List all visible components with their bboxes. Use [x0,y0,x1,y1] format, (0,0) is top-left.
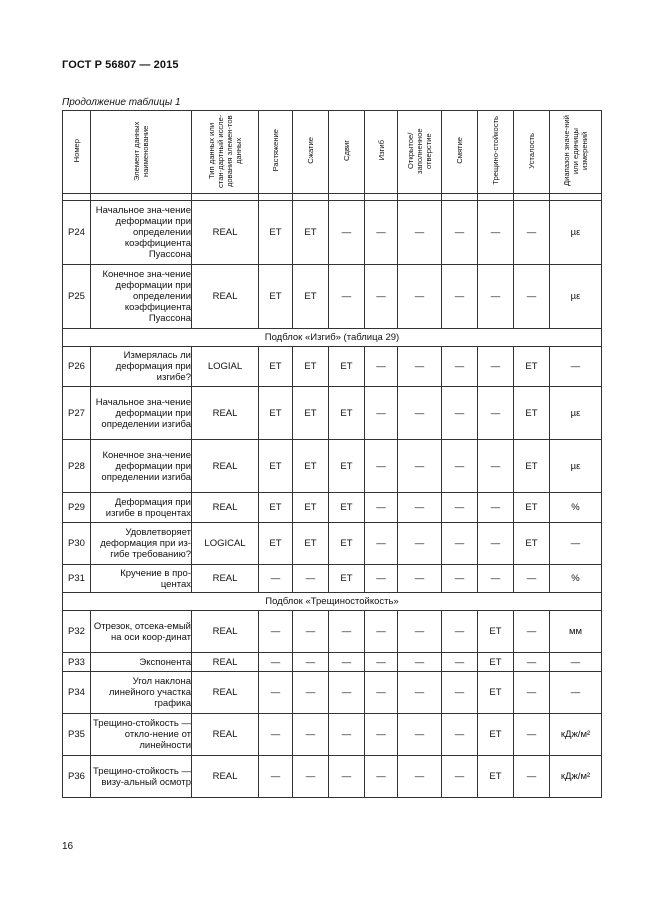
header-row [63,111,602,194]
test-cell: — [329,265,365,329]
test-cell: ET [329,440,365,493]
column-header [442,111,478,194]
data-elements-table [62,110,602,798]
column-header-label: Тип данных или стан-дартный иссле-дования элемен-тов данных [207,113,243,188]
column-header-label: Сжатие [306,137,315,164]
test-cell: ET [514,493,550,523]
column-header [63,111,91,194]
test-cell: — [442,565,478,593]
test-cell: — [329,611,365,653]
table-row [63,756,602,798]
test-cell: — [398,565,442,593]
column-header-label: Сдвиг [342,140,351,161]
test-cell: — [293,756,329,798]
test-cell: — [398,523,442,565]
data-type: REAL [192,653,259,672]
unit-cell: µε [550,265,602,329]
test-cell: — [478,387,514,440]
unit-cell: µε [550,440,602,493]
data-type: REAL [192,611,259,653]
test-cell: — [442,756,478,798]
test-cell: — [293,565,329,593]
element-name: Деформация при изгибе в процентах [91,493,192,523]
test-cell: — [365,347,398,387]
column-header-label: Усталость [527,132,536,169]
data-type: REAL [192,565,259,593]
element-name: Кручение в про-центах [91,565,192,593]
test-cell: ET [293,347,329,387]
element-name: Трещино-стойкость — откло-нение от линейности [91,714,192,756]
column-header-label: Изгиб [376,140,386,161]
test-cell: ET [329,493,365,523]
unit-cell: — [550,347,602,387]
data-type: REAL [192,714,259,756]
test-cell: — [398,653,442,672]
column-header-label: Смятие [455,137,464,164]
test-cell: ET [478,611,514,653]
table-row [63,201,602,265]
test-cell: — [442,201,478,265]
test-cell: — [365,523,398,565]
test-cell: ET [478,714,514,756]
subblock-row [63,593,602,611]
subblock-title: Подблок «Изгиб» (таблица 29) [63,329,602,347]
test-cell: — [514,201,550,265]
test-cell: — [329,672,365,714]
data-type: REAL [192,265,259,329]
test-cell: — [514,611,550,653]
test-cell: — [329,714,365,756]
test-cell: ET [293,201,329,265]
test-cell: — [398,440,442,493]
column-header [91,111,192,194]
test-cell: — [365,653,398,672]
row-number: P34 [63,672,91,714]
test-cell: ET [259,265,293,329]
test-cell: — [293,611,329,653]
element-name: Удовлетворяет деформация при из-гибе требованию? [91,523,192,565]
row-number: P26 [63,347,91,387]
column-header-label: Открытое/ заполненное отверстие [406,127,433,174]
test-cell: — [398,201,442,265]
test-cell: — [514,672,550,714]
test-cell: — [514,756,550,798]
element-name: Конечное зна-чение деформации при определении изгиба [91,440,192,493]
test-cell: — [514,653,550,672]
test-cell: — [478,493,514,523]
test-cell: ET [514,387,550,440]
table-row [63,611,602,653]
element-name: Угол наклона линейного участка графика [91,672,192,714]
column-header [550,111,602,194]
row-number: P28 [63,440,91,493]
test-cell: — [259,653,293,672]
test-cell: — [293,714,329,756]
table-body [63,194,602,798]
test-cell: ET [478,756,514,798]
test-cell: — [478,347,514,387]
test-cell: ET [514,523,550,565]
element-name: Экспонента [91,653,192,672]
test-cell: — [365,756,398,798]
unit-cell: — [550,653,602,672]
test-cell: — [329,756,365,798]
test-cell: — [442,493,478,523]
column-header [365,111,398,194]
test-cell: — [442,347,478,387]
test-cell: ET [329,523,365,565]
test-cell: ET [329,347,365,387]
document-title: ГОСТ Р 56807 — 2015 [62,59,179,71]
element-name: Трещино-стойкость — визу-альный осмотр [91,756,192,798]
test-cell: — [398,611,442,653]
data-type: REAL [192,493,259,523]
test-cell: — [442,523,478,565]
column-header [514,111,550,194]
table-row [63,387,602,440]
test-cell: — [514,714,550,756]
test-cell: — [365,440,398,493]
element-name: Начальное зна-чение деформации при определении коэффициента Пуассона [91,201,192,265]
test-cell: — [398,347,442,387]
column-header-label: Элемент данных наименование [132,120,150,181]
test-cell: ET [329,565,365,593]
table-row [63,653,602,672]
test-cell: — [398,265,442,329]
data-type: REAL [192,672,259,714]
test-cell: ET [293,387,329,440]
test-cell: — [259,672,293,714]
row-number: P36 [63,756,91,798]
data-type: REAL [192,440,259,493]
test-cell: ET [259,440,293,493]
subblock-row [63,329,602,347]
spacer-row [63,194,602,201]
row-number: P25 [63,265,91,329]
page-number: 16 [62,841,74,852]
data-type: LOGIAL [192,347,259,387]
test-cell: — [478,523,514,565]
test-cell: — [478,265,514,329]
table-row [63,347,602,387]
table-row [63,440,602,493]
unit-cell: µε [550,387,602,440]
test-cell: — [329,653,365,672]
test-cell: — [365,565,398,593]
test-cell: ET [293,440,329,493]
subblock-title: Подблок «Трещиностойкость» [63,593,602,611]
test-cell: ET [293,523,329,565]
test-cell: ET [259,201,293,265]
table-row [63,523,602,565]
test-cell: — [365,201,398,265]
test-cell: — [398,493,442,523]
column-header [329,111,365,194]
data-type: REAL [192,387,259,440]
test-cell: — [259,565,293,593]
table-row [63,265,602,329]
unit-cell: кДж/м² [550,714,602,756]
test-cell: — [329,201,365,265]
data-type: REAL [192,756,259,798]
test-cell: — [398,714,442,756]
test-cell: — [365,672,398,714]
test-cell: — [478,201,514,265]
test-cell: — [478,565,514,593]
test-cell: ET [293,265,329,329]
row-number: P35 [63,714,91,756]
test-cell: ET [514,440,550,493]
test-cell: — [365,714,398,756]
test-cell: — [259,714,293,756]
row-number: P30 [63,523,91,565]
test-cell: ET [259,523,293,565]
table-row [63,714,602,756]
table-row [63,493,602,523]
test-cell: — [442,440,478,493]
column-header [259,111,293,194]
element-name: Отрезок, отсека-емый на оси коор-динат [91,611,192,653]
unit-cell: % [550,493,602,523]
unit-cell: — [550,523,602,565]
column-header [293,111,329,194]
table-row [63,565,602,593]
row-number: P33 [63,653,91,672]
column-header-label: Номер [72,138,81,163]
column-header [398,111,442,194]
test-cell: — [398,756,442,798]
test-cell: — [442,653,478,672]
test-cell: — [365,493,398,523]
test-cell: ET [514,347,550,387]
unit-cell: % [550,565,602,593]
test-cell: — [442,714,478,756]
unit-cell: — [550,672,602,714]
test-cell: — [259,756,293,798]
element-name: Конечное зна-чение деформации при определении коэффициента Пуассона [91,265,192,329]
test-cell: — [293,653,329,672]
column-header [478,111,514,194]
test-cell: — [365,611,398,653]
test-cell: — [514,265,550,329]
test-cell: ET [478,672,514,714]
data-type: REAL [192,201,259,265]
element-name: Измерялась ли деформация при изгибе? [91,347,192,387]
test-cell: ET [329,387,365,440]
row-number: P24 [63,201,91,265]
table-caption: Продолжение таблицы 1 [62,97,181,108]
column-header-label: Трещино-стойкость [491,116,500,185]
test-cell: — [398,387,442,440]
row-number: P31 [63,565,91,593]
column-header-label: Растяжение [271,129,280,172]
test-cell: — [398,672,442,714]
test-cell: ET [293,493,329,523]
row-number: P27 [63,387,91,440]
test-cell: — [293,672,329,714]
test-cell: ET [478,653,514,672]
test-cell: ET [259,493,293,523]
test-cell: — [259,611,293,653]
test-cell: — [442,387,478,440]
unit-cell: кДж/м² [550,756,602,798]
test-cell: — [514,565,550,593]
data-type: LOGICAL [192,523,259,565]
test-cell: — [442,265,478,329]
test-cell: — [365,387,398,440]
test-cell: ET [259,387,293,440]
unit-cell: µε [550,201,602,265]
test-cell: ET [259,347,293,387]
test-cell: — [442,672,478,714]
unit-cell: мм [550,611,602,653]
test-cell: — [365,265,398,329]
element-name: Начальное зна-чение деформации при определении изгиба [91,387,192,440]
row-number: P32 [63,611,91,653]
row-number: P29 [63,493,91,523]
column-header-label: Диапазон значе-ний или единицы измерений [562,115,589,186]
test-cell: — [478,440,514,493]
table-row [63,672,602,714]
column-header [192,111,259,194]
test-cell: — [442,611,478,653]
